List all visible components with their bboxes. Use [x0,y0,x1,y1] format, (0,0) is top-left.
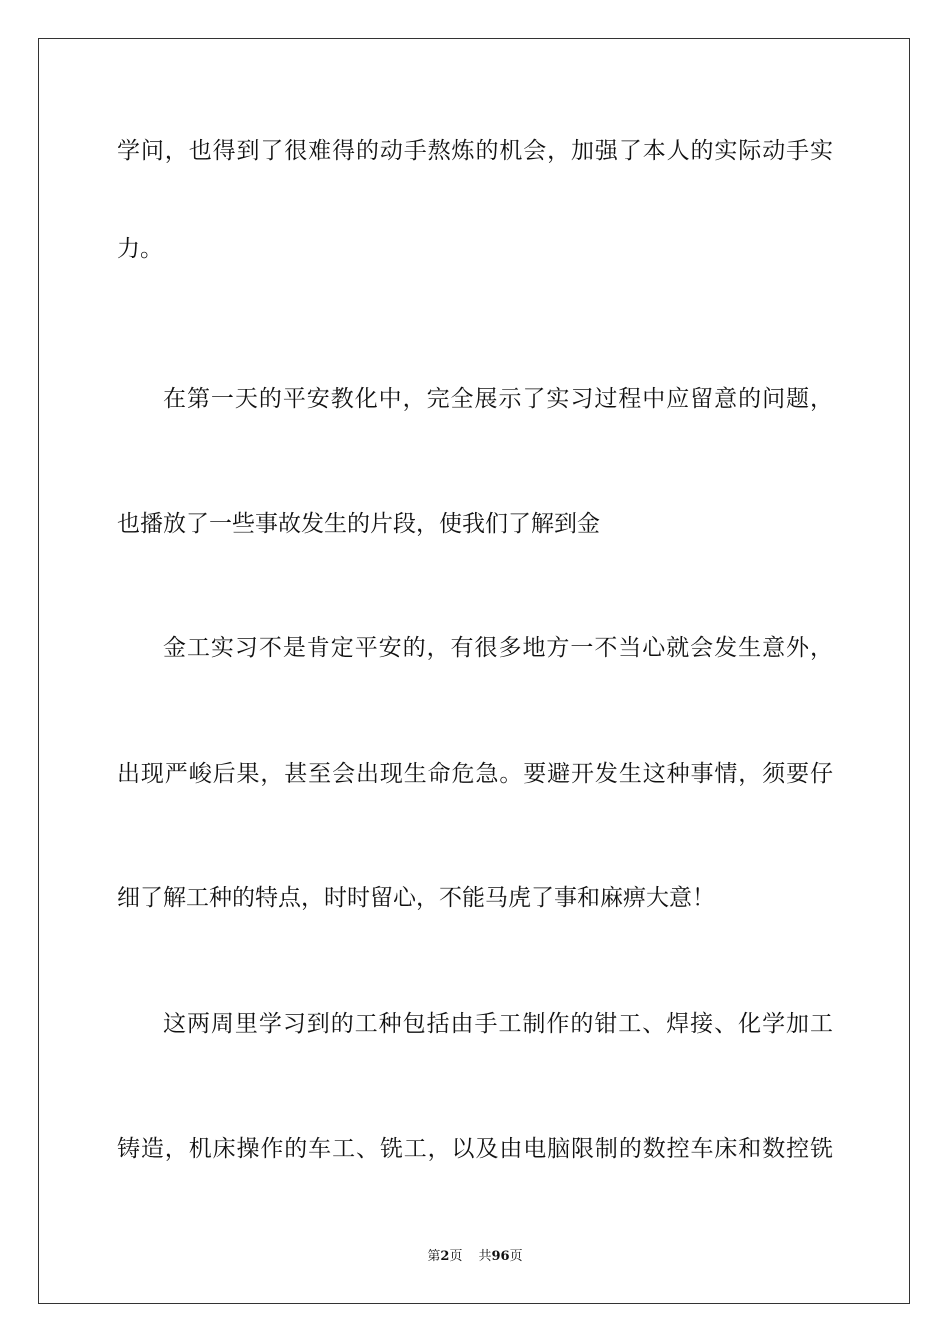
page-prefix: 第 [427,1249,441,1264]
text-line-2: 力。 [117,236,163,262]
total-prefix: 共 [478,1249,492,1264]
page-footer [0,1248,950,1266]
text-line-5: 金工实习不是肯定平安的，有很多地方一不当心就会发生意外， [163,635,833,661]
text-line-9: 铸造，机床操作的车工、铣工，以及由电脑限制的数控车床和数控铣 [117,1136,833,1162]
total-suffix: 页 [509,1249,523,1264]
text-line-1: 学问，也得到了很难得的动手熬炼的机会，加强了本人的实际动手实 [117,138,833,164]
text-line-7: 细了解工种的特点，时时留心，不能马虎了事和麻痹大意！ [117,885,715,911]
page-suffix: 页 [449,1249,463,1264]
text-line-4: 也播放了一些事故发生的片段，使我们了解到金 [117,511,600,537]
text-line-3: 在第一天的平安教化中，完全展示了实习过程中应留意的问题， [163,386,833,412]
text-line-6: 出现严峻后果，甚至会出现生命危急。要避开发生这种事情，须要仔 [117,761,833,787]
page-number: 2 [440,1249,450,1264]
page-border [38,38,910,1304]
total-pages: 96 [491,1249,510,1264]
text-line-8: 这两周里学习到的工种包括由手工制作的钳工、焊接、化学加工 [163,1011,833,1037]
